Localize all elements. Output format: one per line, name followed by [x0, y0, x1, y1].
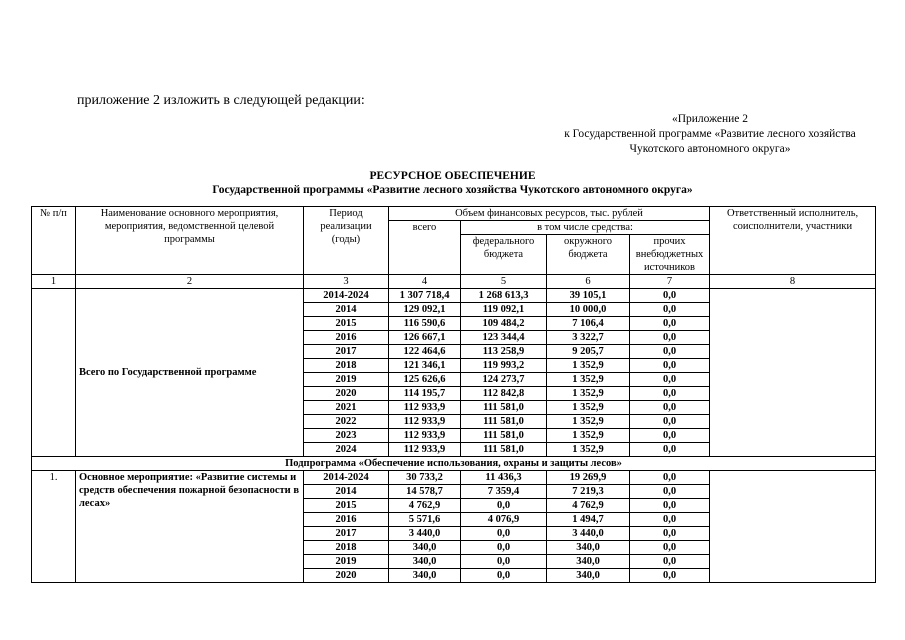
district-cell: 39 105,1 — [547, 289, 630, 303]
colnum: 4 — [389, 275, 461, 289]
responsible-cell — [710, 289, 876, 457]
period-cell: 2017 — [304, 527, 389, 541]
colnum: 7 — [630, 275, 710, 289]
total-cell: 114 195,7 — [389, 387, 461, 401]
district-cell: 1 352,9 — [547, 429, 630, 443]
period-cell: 2018 — [304, 541, 389, 555]
district-cell: 340,0 — [547, 555, 630, 569]
table-row — [32, 289, 876, 303]
period-cell: 2015 — [304, 499, 389, 513]
header-period: Период реализации (годы) — [304, 207, 389, 275]
other-cell: 0,0 — [630, 569, 710, 583]
district-cell: 1 352,9 — [547, 387, 630, 401]
colnum: 6 — [547, 275, 630, 289]
period-cell: 2024 — [304, 443, 389, 457]
district-cell: 4 762,9 — [547, 499, 630, 513]
total-cell: 112 933,9 — [389, 401, 461, 415]
period-cell: 2019 — [304, 555, 389, 569]
header-other: прочих внебюджетных источников — [630, 235, 710, 275]
resource-table — [31, 206, 876, 583]
other-cell: 0,0 — [630, 317, 710, 331]
federal-cell: 112 842,8 — [461, 387, 547, 401]
total-cell: 112 933,9 — [389, 415, 461, 429]
subprogram-row — [32, 457, 876, 471]
period-cell: 2014-2024 — [304, 289, 389, 303]
other-cell: 0,0 — [630, 415, 710, 429]
period-cell: 2017 — [304, 345, 389, 359]
appendix-line-2: к Государственной программе «Развитие лесного хозяйства — [564, 128, 856, 140]
federal-cell: 119 993,2 — [461, 359, 547, 373]
federal-cell: 113 258,9 — [461, 345, 547, 359]
period-cell: 2014 — [304, 485, 389, 499]
federal-cell: 111 581,0 — [461, 429, 547, 443]
other-cell: 0,0 — [630, 443, 710, 457]
other-cell: 0,0 — [630, 513, 710, 527]
district-cell: 1 352,9 — [547, 401, 630, 415]
period-cell: 2020 — [304, 387, 389, 401]
header-federal: федерального бюджета — [461, 235, 547, 275]
federal-cell: 123 344,4 — [461, 331, 547, 345]
header-volume: Объем финансовых ресурсов, тыс. рублей — [389, 207, 710, 221]
federal-cell: 0,0 — [461, 569, 547, 583]
other-cell: 0,0 — [630, 401, 710, 415]
appendix-header — [520, 112, 900, 157]
table-row — [32, 471, 876, 485]
row-name: Всего по Государственной программе — [76, 289, 304, 457]
period-cell: 2015 — [304, 317, 389, 331]
district-cell: 340,0 — [547, 541, 630, 555]
district-cell: 10 000,0 — [547, 303, 630, 317]
header-including: в том числе средства: — [461, 221, 710, 235]
other-cell: 0,0 — [630, 331, 710, 345]
other-cell: 0,0 — [630, 387, 710, 401]
federal-cell: 0,0 — [461, 499, 547, 513]
header-total: всего — [389, 221, 461, 275]
other-cell: 0,0 — [630, 359, 710, 373]
total-cell: 126 667,1 — [389, 331, 461, 345]
period-cell: 2016 — [304, 513, 389, 527]
header-responsible: Ответственный исполнитель, соисполнители, участники — [710, 207, 876, 275]
total-cell: 112 933,9 — [389, 443, 461, 457]
district-cell: 3 322,7 — [547, 331, 630, 345]
responsible-cell — [710, 471, 876, 583]
district-cell: 1 352,9 — [547, 373, 630, 387]
total-cell: 30 733,2 — [389, 471, 461, 485]
total-cell: 112 933,9 — [389, 429, 461, 443]
colnum: 1 — [32, 275, 76, 289]
federal-cell: 0,0 — [461, 541, 547, 555]
district-cell: 1 352,9 — [547, 359, 630, 373]
other-cell: 0,0 — [630, 289, 710, 303]
total-cell: 340,0 — [389, 541, 461, 555]
total-cell: 129 092,1 — [389, 303, 461, 317]
colnum: 3 — [304, 275, 389, 289]
appendix-line-3: Чукотского автономного округа» — [629, 143, 791, 155]
period-cell: 2018 — [304, 359, 389, 373]
federal-cell: 111 581,0 — [461, 443, 547, 457]
row-number: 1. — [32, 471, 76, 583]
period-cell: 2016 — [304, 331, 389, 345]
row-number — [32, 289, 76, 457]
total-cell: 3 440,0 — [389, 527, 461, 541]
district-cell: 340,0 — [547, 569, 630, 583]
district-cell: 7 106,4 — [547, 317, 630, 331]
other-cell: 0,0 — [630, 555, 710, 569]
federal-cell: 111 581,0 — [461, 415, 547, 429]
total-cell: 4 762,9 — [389, 499, 461, 513]
district-cell: 3 440,0 — [547, 527, 630, 541]
total-cell: 116 590,6 — [389, 317, 461, 331]
header-district: окружного бюджета — [547, 235, 630, 275]
federal-cell: 119 092,1 — [461, 303, 547, 317]
header-name: Наименование основного мероприятия, мероприятия, ведомственной целевой программы — [76, 207, 304, 275]
colnum: 2 — [76, 275, 304, 289]
other-cell: 0,0 — [630, 373, 710, 387]
header-num: № п/п — [32, 207, 76, 275]
district-cell: 7 219,3 — [547, 485, 630, 499]
subprogram-title: Подпрограмма «Обеспечение использования, охраны и защиты лесов» — [32, 457, 876, 471]
row-name: Основное мероприятие: «Развитие системы и средств обеспечения пожарной безопасности в лесах» — [76, 471, 304, 583]
colnum: 8 — [710, 275, 876, 289]
total-cell: 125 626,6 — [389, 373, 461, 387]
document-title: РЕСУРСНОЕ ОБЕСПЕЧЕНИЕ — [369, 170, 536, 182]
total-cell: 14 578,7 — [389, 485, 461, 499]
header-row-1 — [32, 207, 876, 221]
district-cell: 1 494,7 — [547, 513, 630, 527]
federal-cell: 109 484,2 — [461, 317, 547, 331]
other-cell: 0,0 — [630, 499, 710, 513]
other-cell: 0,0 — [630, 485, 710, 499]
intro-text: приложение 2 изложить в следующей редакции: — [77, 93, 365, 108]
colnum: 5 — [461, 275, 547, 289]
appendix-line-1: «Приложение 2 — [671, 113, 749, 125]
federal-cell: 0,0 — [461, 555, 547, 569]
period-cell: 2020 — [304, 569, 389, 583]
district-cell: 1 352,9 — [547, 443, 630, 457]
district-cell: 1 352,9 — [547, 415, 630, 429]
other-cell: 0,0 — [630, 527, 710, 541]
period-cell: 2021 — [304, 401, 389, 415]
document-subtitle: Государственной программы «Развитие лесного хозяйства Чукотского автономного округа» — [212, 184, 693, 196]
total-cell: 340,0 — [389, 569, 461, 583]
total-cell: 340,0 — [389, 555, 461, 569]
period-cell: 2014 — [304, 303, 389, 317]
federal-cell: 0,0 — [461, 527, 547, 541]
total-cell: 122 464,6 — [389, 345, 461, 359]
federal-cell: 4 076,9 — [461, 513, 547, 527]
period-cell: 2022 — [304, 415, 389, 429]
period-cell: 2019 — [304, 373, 389, 387]
period-cell: 2023 — [304, 429, 389, 443]
federal-cell: 11 436,3 — [461, 471, 547, 485]
other-cell: 0,0 — [630, 345, 710, 359]
federal-cell: 111 581,0 — [461, 401, 547, 415]
total-cell: 1 307 718,4 — [389, 289, 461, 303]
federal-cell: 7 359,4 — [461, 485, 547, 499]
federal-cell: 124 273,7 — [461, 373, 547, 387]
column-number-row — [32, 275, 876, 289]
period-cell: 2014-2024 — [304, 471, 389, 485]
district-cell: 9 205,7 — [547, 345, 630, 359]
other-cell: 0,0 — [630, 471, 710, 485]
other-cell: 0,0 — [630, 429, 710, 443]
total-cell: 121 346,1 — [389, 359, 461, 373]
total-cell: 5 571,6 — [389, 513, 461, 527]
federal-cell: 1 268 613,3 — [461, 289, 547, 303]
other-cell: 0,0 — [630, 541, 710, 555]
other-cell: 0,0 — [630, 303, 710, 317]
district-cell: 19 269,9 — [547, 471, 630, 485]
